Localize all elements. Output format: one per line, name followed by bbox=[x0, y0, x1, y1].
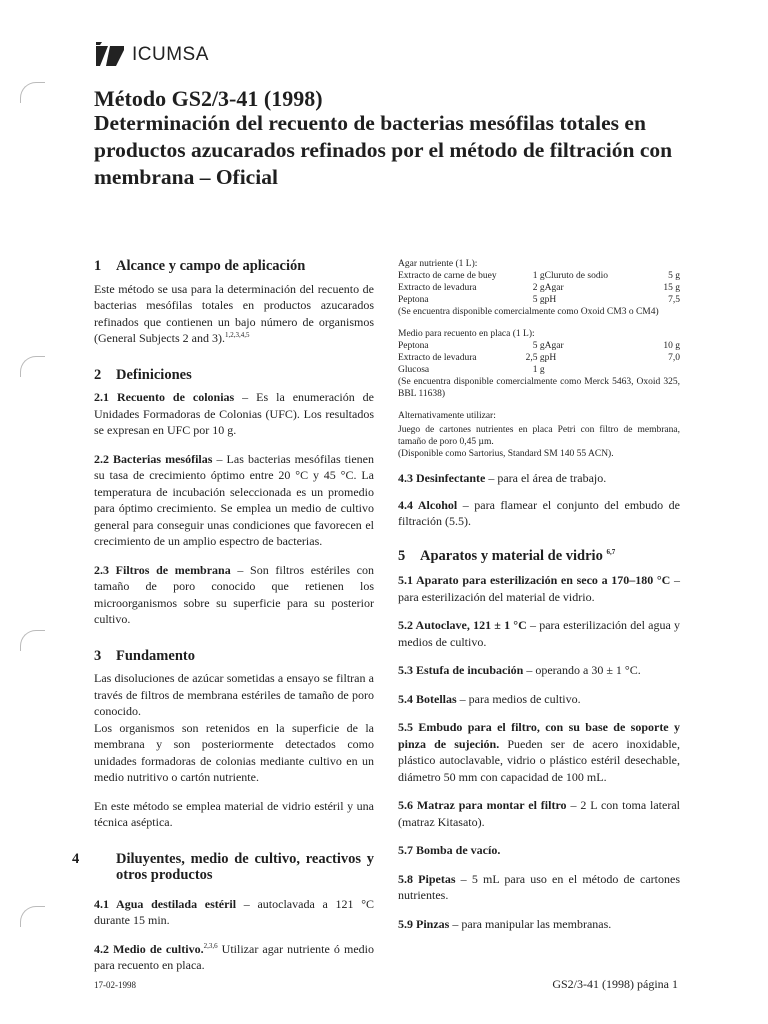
section-5-item: 5.2 Autoclave, 121 ± 1 °C – para esterilización del agua y medios de cultivo. bbox=[398, 618, 680, 649]
agar-nutriente-table bbox=[398, 270, 680, 306]
item-4-4: 4.4 Alcohol – para flamear el conjunto del embudo de filtración (5.5). bbox=[398, 497, 680, 528]
definition-2-1: 2.1 Recuento de colonias – Es la enumeración de Unidades Formadoras de Colonias (UFC). Los resultados se expresan en UFC por 10 g. bbox=[94, 390, 374, 437]
agar-nutriente-note: (Se encuentra disponible comercialmente como Oxoid CM3 o CM4) bbox=[398, 307, 659, 317]
definition-2-2: 2.2 Bacterias mesófilas – Las bacterias mesófilas tienen su tasa de crecimiento óptimo entre 20 °C y 45 °C. La temperatura de incubación seleccionada es un promedio para óptimo crecimiento. Se emplea un medio de cultivo general para conseguir unas condiciones que favorecen el crecimiento de un amplio espectro de bacterias. bbox=[94, 451, 375, 548]
table-cell: Cluruto de sodio bbox=[544, 271, 608, 281]
table-cell: 15 g bbox=[663, 283, 680, 293]
agar-nutriente-title: Agar nutriente (1 L): bbox=[398, 259, 478, 269]
table-cell: 7,5 bbox=[668, 295, 680, 305]
table-cell: 7,0 bbox=[668, 353, 680, 363]
section-1-heading: 1 Alcance y campo de aplicación bbox=[94, 258, 306, 274]
binder-hole bbox=[20, 356, 45, 377]
item-4-3: 4.3 Desinfectante – para el área de trabajo. bbox=[398, 471, 607, 485]
table-cell: 5 g bbox=[668, 271, 680, 281]
table-row bbox=[398, 340, 680, 352]
alternative-availability: (Disponible como Sartorius, Standard SM 140 55 ACN). bbox=[398, 449, 614, 459]
left-column bbox=[72, 258, 375, 974]
binder-hole bbox=[20, 82, 45, 103]
table-cell: Peptona bbox=[398, 341, 429, 351]
section-3-p1: Las disoluciones de azúcar sometidas a ensayo se filtran a través de filtros de membrana estériles de tamaño de poro conocido. bbox=[94, 671, 374, 718]
table-cell: 5 g bbox=[532, 341, 545, 351]
section-5-heading: 5 Aparatos y material de vidrio $^{6,7}$ bbox=[398, 547, 616, 564]
table-cell: 1 g bbox=[532, 365, 545, 375]
table-row bbox=[398, 270, 680, 282]
icumsa-logo bbox=[94, 42, 209, 68]
table-cell: Extracto de carne de buey bbox=[398, 271, 497, 281]
section-3-p2: Los organismos son retenidos en la superficie de la membrana y son posteriormente detectados como unidades formadoras de colonias mediante cultivo en un medio nutritivo o cartón nutriente. bbox=[94, 720, 374, 784]
table-row bbox=[398, 364, 680, 376]
logo-text: ICUMSA bbox=[132, 44, 209, 65]
table-row bbox=[398, 294, 680, 306]
footer-page: GS2/3-41 (1998) página 1 bbox=[552, 977, 678, 991]
binder-hole bbox=[20, 630, 45, 651]
section-1-text: Este método se usa para la determinación del recuento de bacterias mesófilas totales en productos azucarados refinados que contienen un bajo número de organismos (General Subjects 2 and 3).$^{1,2,3,4,5}$ bbox=[94, 281, 374, 345]
section-5-item: 5.5 Embudo para el filtro, con su base de soporte y pinza de sujeción. Pueden ser de acero inoxidable, plástico autoclavable, vidrio o plástico estéril desechable, diámetro 50 mm con capacidad de 100 mL. bbox=[398, 720, 680, 784]
item-4-2: 4.2 Medio de cultivo.$^{2,3,6}$ Utilizar agar nutriente ó medio para recuento en placa. bbox=[94, 941, 374, 972]
right-column bbox=[398, 258, 680, 932]
alternative-text: Juego de cartones nutrientes en placa Petri con filtro de membrana, tamaño de poro 0,45 µm. bbox=[398, 425, 680, 447]
table-cell: pH bbox=[544, 295, 557, 305]
medio-placa-title: Medio para recuento en placa (1 L): bbox=[398, 329, 535, 339]
section-5-item: 5.7 Bomba de vacío. bbox=[398, 843, 501, 857]
method-code: Método GS2/3-41 (1998) bbox=[94, 86, 323, 111]
section-5-item: 5.3 Estufa de incubación – operando a 30 ± 1 °C. bbox=[398, 663, 641, 677]
table-cell: Agar bbox=[544, 283, 564, 293]
table-cell: pH bbox=[544, 353, 557, 363]
definition-2-3: 2.3 Filtros de membrana – Son filtros estériles con tamaño de poro conocido que retienen los microorganismos sobre su superficie para su posterior cultivo. bbox=[94, 562, 374, 626]
binder-hole bbox=[20, 906, 45, 927]
section-3-heading: 3 Fundamento bbox=[94, 647, 195, 664]
section-5-item: 5.8 Pipetas – 5 mL para uso en el método de cartones nutrientes. bbox=[398, 871, 680, 902]
table-cell: 2,5 g bbox=[525, 353, 545, 363]
medio-placa-note: (Se encuentra disponible comercialmente como Merck 5463, Oxoid 325, BBL 11638) bbox=[398, 377, 680, 399]
footer-date: 17-02-1998 bbox=[94, 980, 136, 990]
table-cell: 10 g bbox=[663, 341, 680, 351]
table-cell bbox=[646, 364, 680, 376]
medio-placa-table bbox=[398, 340, 680, 376]
table-cell: Extracto de levadura bbox=[398, 353, 477, 363]
table-cell: 2 g bbox=[532, 283, 545, 293]
section-5-items bbox=[398, 572, 680, 932]
table-cell: Agar bbox=[544, 341, 564, 351]
section-5-item: 5.6 Matraz para montar el filtro – 2 L con toma lateral (matraz Kitasato). bbox=[398, 798, 680, 829]
item-4-1: 4.1 Agua destilada estéril – autoclavada a 121 °C durante 15 min. bbox=[94, 896, 374, 927]
table-row bbox=[398, 352, 680, 364]
table-row bbox=[398, 282, 680, 294]
table-cell: Extracto de levadura bbox=[398, 283, 477, 293]
icumsa-logo-icon bbox=[94, 42, 128, 68]
table-cell: Glucosa bbox=[398, 365, 430, 375]
table-cell bbox=[545, 364, 647, 376]
table-cell: 1 g bbox=[532, 271, 545, 281]
table-cell: 5 g bbox=[532, 295, 545, 305]
table-cell: Peptona bbox=[398, 295, 429, 305]
section-5-item: 5.1 Aparato para esterilización en seco a 170–180 °C – para esterilización del material de vidrio. bbox=[398, 573, 680, 604]
alternative-label: Alternativamente utilizar: bbox=[398, 411, 496, 421]
section-4-heading: 4 Diluyentes, medio de cultivo, reactivos y otros productos bbox=[72, 850, 374, 883]
document-title: Determinación del recuento de bacterias mesófilas totales en productos azucarados refinados por el método de filtración con membrana – Oficial bbox=[94, 111, 673, 189]
section-2-heading: 2 Definiciones bbox=[94, 366, 192, 383]
section-5-item: 5.9 Pinzas – para manipular las membranas. bbox=[398, 916, 612, 931]
section-3-p3: En este método se emplea material de vidrio estéril y una técnica aséptica. bbox=[94, 798, 374, 829]
section-5-item: 5.4 Botellas – para medios de cultivo. bbox=[398, 691, 581, 706]
